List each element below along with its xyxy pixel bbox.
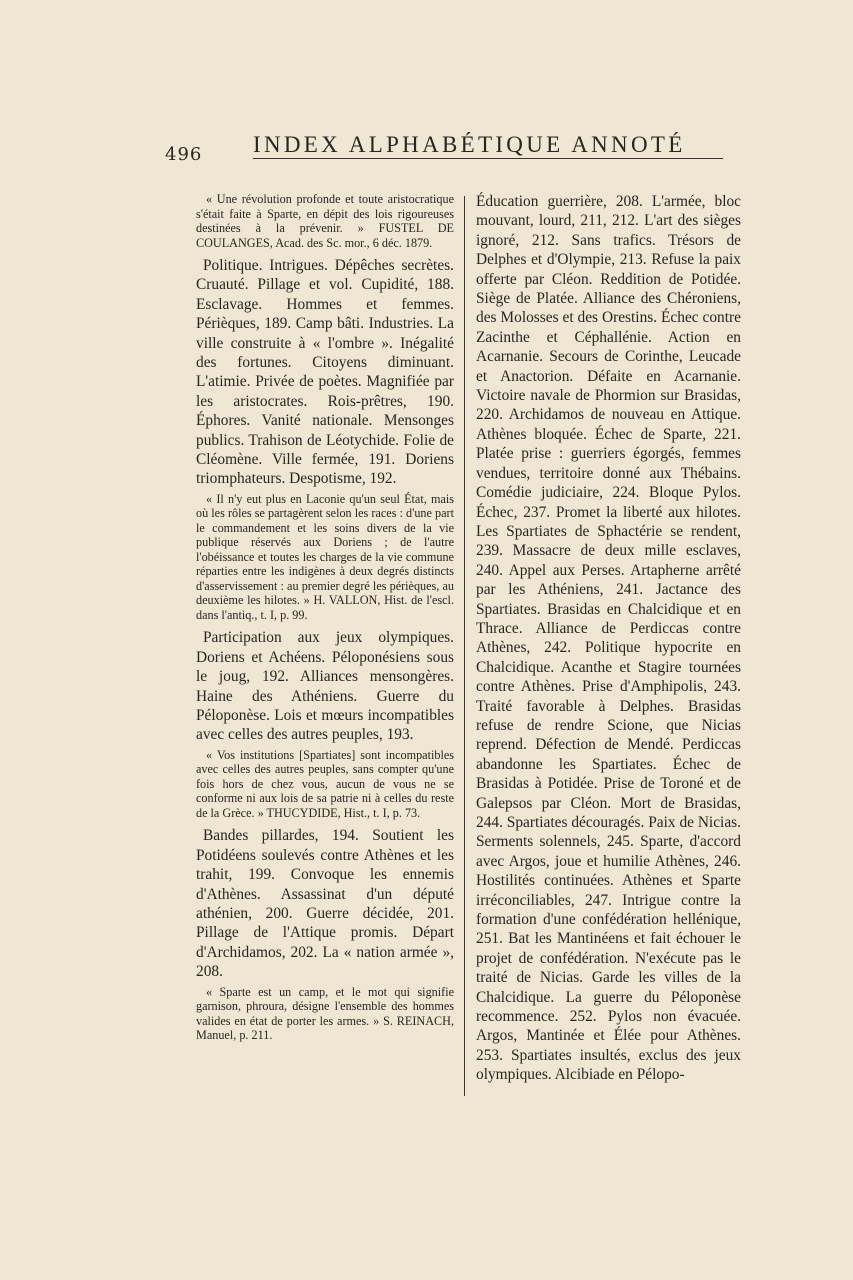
entry-bandes-pillardes: Bandes pillardes, 194. Soutient les Potidéens soulevés contre Athènes et les trahit, 199. Convoque les ennemis d'Athènes. Assassinat d'un député athénien, 200. Guerre décidée, 201. Pillage de l'Attique promis. Départ d'Archidamos, 202. La « nation armée », 208. [196,827,454,981]
page-number: 496 [165,144,203,165]
column-divider [464,196,465,1096]
left-column [196,192,454,1049]
running-title: INDEX ALPHABÉTIQUE ANNOTÉ [253,132,686,157]
entry-jeux-olympiques: Participation aux jeux olympiques. Doriens et Achéens. Péloponésiens sous le joug, 192. Alliances mensongères. Haine des Athéniens. Guerre du Péloponèse. Lois et mœurs incompatibles avec celles des autres peuples, 193. [196,629,454,744]
quote-thucydide: « Vos institutions [Spartiates] sont incompatibles avec celles des autres peuples, sans compter qu'une fois hors de chez vous, aucun de vous ne se conforme ni aux lois de sa patrie ni à celles du reste de la Grèce. » THUCYDIDE, Hist., t. I, p. 73. [196,747,454,820]
quote-reinach: « Sparte est un camp, et le mot qui signifie garnison, phroura, désigne l'ensemble des hommes valides en état de porter les armes. » S. REINACH, Manuel, p. 211. [196,984,454,1043]
page-header [165,128,723,168]
quote-vallon: « Il n'y eut plus en Laconie qu'un seul État, mais où les rôles se partagèrent selon les races : d'une part le commandement et les soins divers de la vie publique réservés aux Doriens ; de l'autre l'obéissance et toutes les charges de la vie commune réparties entre les indigènes à deux degrés distincts d'asservissement : au premier degré les périèques, au deuxième les hilotes. » H. VALLON, Hist. de l'escl. dans l'antiq., t. I, p. 99. [196,491,454,622]
entry-politique: Politique. Intrigues. Dépêches secrètes. Cruauté. Pillage et vol. Cupidité, 188. Esclavage. Hommes et femmes. Périèques, 189. Camp bâti. Industries. La ville construite à « l'ombre ». Inégalité des fortunes. Citoyens diminuant. L'atimie. Privée de poètes. Magnifiée par les aristocrates. Rois-prêtres, 190. Éphores. Vanité nationale. Mensonges publics. Trahison de Léotychide. Folie de Cléomène. Ville fermée, 191. Doriens triomphateurs. Despotisme, 192. [196,257,454,488]
right-column [476,192,741,1088]
quote-fustel: « Une révolution profonde et toute aristocratique s'était faite à Sparte, en dépit des lois rigoureuses destinées à la prévenir. » FUSTEL DE COULANGES, Acad. des Sc. mor., 6 déc. 1879. [196,192,454,250]
header-rule [253,158,723,159]
entry-education-guerriere: Éducation guerrière, 208. L'armée, bloc mouvant, lourd, 211, 212. L'art des sièges ignoré, 212. Sans trafics. Trésors de Delphes et d'Olympie, 213. Refuse la paix offerte par Cléon. Reddition de Potidée. Siège de Platée. Alliance des Chéroniens, des Molosses et des Orestins. Échec contre Zacinthe et Céphallénie. Action en Acarnanie. Secours de Corinthe, Leucade et Anactorion. Défaite en Acarnanie. Victoire navale de Phormion sur Brasidas, 220. Archidamos de nouveau en Attique. Athènes bloquée. Échec de Sparte, 221. Platée prise : guerriers égorgés, femmes vendues, territoire donné aux Thébains. Comédie judiciaire, 224. Bloque Pylos. Échec, 237. Promet la liberté aux hilotes. Les Spartiates de Sphactérie se rendent, 239. Massacre de deux mille esclaves, 240. Appel aux Perses. Artapherne arrêté par les Athéniens, 241. Jactance des Spartiates. Brasidas en Chalcidique et en Thrace. Alliance de Perdiccas contre Athènes, 242. Politique hypocrite en Chalcidique. Acanthe et Stagire tournées contre Athènes. Prise d'Amphipolis, 243. Traité favorable à Delphes. Brasidas refuse de rendre Scione, que Nicias reprend. Défection de Mendé. Perdiccas abandonne les Spartiates. Échec de Brasidas à Potidée. Prise de Toroné et de Galepsos par Cléon. Mort de Brasidas, 244. Spartiates découragés. Paix de Nicias. Serments solennels, 245. Sparte, d'accord avec Argos, joue et humilie Athènes, 246. Hostilités continuées. Athènes et Sparte irréconciliables, 247. Intrigue contre la formation d'une confédération hellénique, 251. Bat les Mantinéens et fait échouer le projet de confédération. N'exécute pas le traité de Nicias. Garde les villes de la Chalcidique. La guerre du Péloponèse recommence. 252. Pylos non évacuée. Argos, Mantinée et Élée pour Athènes. 253. Spartiates insultés, exclus des jeux olympiques. Alcibiade en Pélopo- [476,193,741,1084]
